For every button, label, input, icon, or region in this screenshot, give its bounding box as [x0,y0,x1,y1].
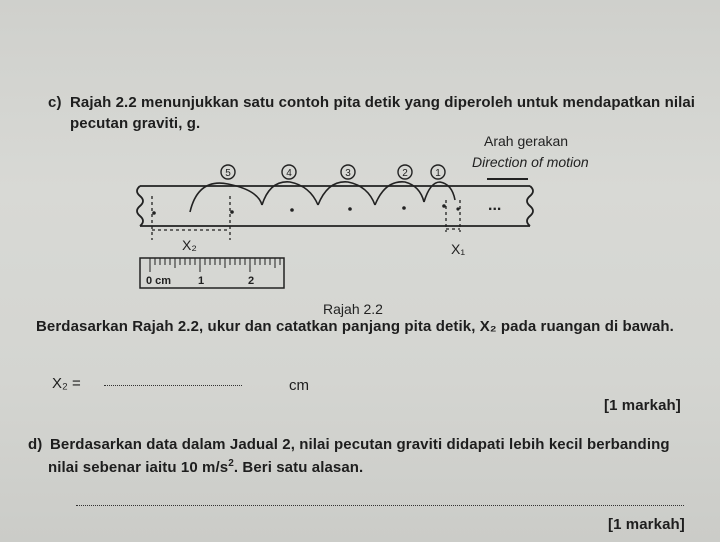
dot-number-4 [282,165,296,179]
dot-number-4-text: 4 [286,168,292,179]
x2-answer-line[interactable] [104,385,242,386]
tape-ellipsis: ... [488,197,502,214]
dot-number-3-text: 3 [345,168,351,179]
part-c-line2: pecutan graviti, g. [70,115,201,132]
x2-answer-unit: cm [289,377,309,394]
x2-answer-prefix: X₂ = [52,375,81,392]
part-d-line2 [48,458,363,476]
direction-label-en: Direction of motion [472,154,589,170]
dot-number-1-text: 1 [435,168,441,179]
reason-answer-line[interactable] [76,505,684,506]
ruler-label-2: 2 [248,275,255,287]
part-d-line2-suffix: . Beri satu alasan. [233,459,364,476]
figure-caption: Rajah 2.2 [323,301,383,317]
dot-number-3 [341,165,355,179]
dot-number-5-text: 5 [225,168,231,179]
x1-markers [446,200,460,232]
direction-label-ms: Arah gerakan [484,133,569,149]
marks-d: [1 markah] [608,516,685,533]
ticker-tape [137,186,533,226]
part-d-line2-sup: 2 [228,458,234,469]
dot-number-2-text: 2 [402,168,408,179]
dot-number-5 [221,165,235,179]
x2-markers [152,196,230,240]
ruler-label-0: 0 cm [146,275,172,287]
instruction-text: Berdasarkan Rajah 2.2, ukur dan catatkan panjang pita detik, X₂ pada ruangan di bawah. [36,318,674,335]
x1-label: X₁ [451,241,466,257]
ruler [140,258,284,288]
part-d-line2-prefix: nilai sebenar iaitu 10 m/s [48,459,229,476]
ruler-ticks [150,258,280,272]
marks-c: [1 markah] [604,397,681,414]
ruler-label-1: 1 [198,275,205,287]
part-d-label: d) [28,436,43,453]
part-d-line1: Berdasarkan data dalam Jadual 2, nilai pecutan graviti didapati lebih kecil berbanding [50,436,670,453]
dot-number-1 [431,165,445,179]
x2-label: X₂ [182,237,197,253]
tape-dots [152,204,459,215]
part-c-line1: Rajah 2.2 menunjukkan satu contoh pita detik yang diperoleh untuk mendapatkan nilai [70,94,696,111]
dot-number-2 [398,165,412,179]
part-c-label: c) [48,94,62,111]
